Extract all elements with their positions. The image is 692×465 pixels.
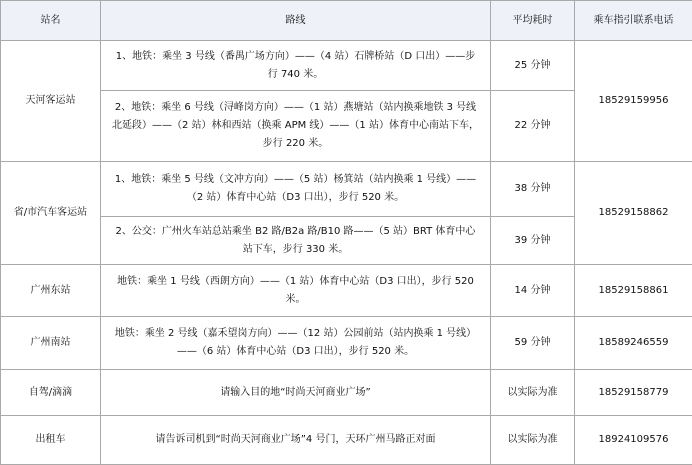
station-name: 天河客运站 [1,41,101,162]
phone-number: 18529158861 [575,265,692,317]
route-description: 地铁：乘坐 2 号线（嘉禾望岗方向）——（12 站）公园前站（站内换乘 1 号线）——（6 站）体育中心站（D3 口出），步行 520 米。 [101,317,491,370]
station-name: 自驾/滴滴 [1,370,101,416]
table-row-guangzhou-south [1,317,692,370]
phone-number: 18529159956 [575,41,692,162]
station-name: 省/市汽车客运站 [1,162,101,265]
average-time: 25 分钟 [491,41,575,91]
average-time: 14 分钟 [491,265,575,317]
table-header-row [1,1,692,41]
route-description: 1、地铁：乘坐 3 号线（番禺广场方向）——（4 站）石牌桥站（D 口出）——步行 740 米。 [101,41,491,91]
average-time: 59 分钟 [491,317,575,370]
guide-phone-header: 乘车指引联系电话 [575,1,692,41]
route-description: 2、公交：广州火车站总站乘坐 B2 路/B2a 路/B10 路——（5 站）BRT 体育中心站下车，步行 330 米。 [101,217,491,265]
table-row-provincial-route-1 [1,162,692,217]
average-time: 38 分钟 [491,162,575,217]
route-description: 1、地铁：乘坐 5 号线（文冲方向）——（5 站）杨箕站（站内换乘 1 号线）——（2 站）体育中心站（D3 口出），步行 520 米。 [101,162,491,217]
average-time: 22 分钟 [491,91,575,162]
table-row-guangzhou-east [1,265,692,317]
average-time: 39 分钟 [491,217,575,265]
station-name: 广州南站 [1,317,101,370]
phone-number: 18589246559 [575,317,692,370]
route-description: 请告诉司机到“时尚天河商业广场”4 号门，天环广州马路正对面 [101,416,491,465]
phone-number: 18924109576 [575,416,692,465]
phone-number: 18529158779 [575,370,692,416]
station-name: 出租车 [1,416,101,465]
station-header: 站名 [1,1,101,41]
table-row-tianhe-route-1 [1,41,692,91]
route-header: 路线 [101,1,491,41]
table-row-taxi [1,416,692,465]
average-time: 以实际为准 [491,370,575,416]
table-row-self-driving-didi [1,370,692,416]
station-name: 广州东站 [1,265,101,317]
phone-number: 18529158862 [575,162,692,265]
route-description: 地铁：乘坐 1 号线（西朗方向）——（1 站）体育中心站（D3 口出），步行 520 米。 [101,265,491,317]
average-time-header: 平均耗时 [491,1,575,41]
route-description: 请输入目的地“时尚天河商业广场” [101,370,491,416]
route-description: 2、地铁：乘坐 6 号线（浔峰岗方向）——（1 站）燕塘站（站内换乘地铁 3 号线北延段）——（2 站）林和西站（换乘 APM 线）——（1 站）体育中心南站下车，步行 220 米。 [101,91,491,162]
average-time: 以实际为准 [491,416,575,465]
